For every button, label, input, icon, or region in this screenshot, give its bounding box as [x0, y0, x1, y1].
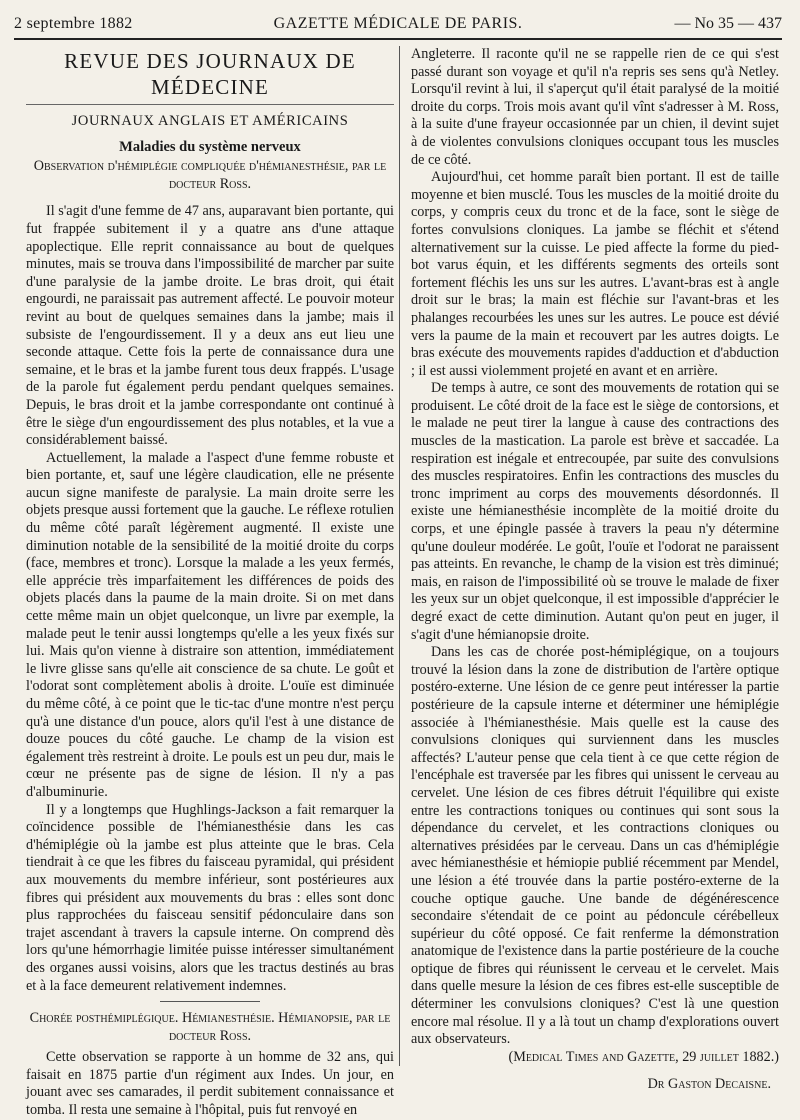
section-title: REVUE DES JOURNAUX DE MÉDECINE: [26, 48, 394, 105]
paragraph: De temps à autre, ce sont des mouvements de rotation qui se produisent. Le côté droit de la face est le siège de contorsions, et le malade ne peut tirer la langue à cause des contractions des muscles de la mastication. La parole est brève et saccadée. La respiration est inégale et entrecoupée, par suite des convulsions des muscles respiratoires. Enfin les contractions des muscles du tronc impriment au corps des mouvements désordonnés. Il existe une hémianesthésie incomplète de la moitié droite du corps, et une épingle passée à travers la peau n'y détermine qu'une douleur modérée. Le goût, l'ouïe et l'odorat ne paraissent pas atteints. En revanche, le champ de la vision est très diminué; mais, en raison de l'impossibilité où se trouve le malade de fixer les yeux sur un objet quelconque, il est impossible d'apprécier le degré exact de cette diminution. Autant qu'on peut en juger, il s'agit d'une hémianopsie droite.: [411, 380, 779, 643]
page-header: [14, 10, 782, 40]
observation-2-title: Chorée posthémiplégique. Hémianesthésie. Hémianopsie, par le docteur Ross.: [29, 1010, 391, 1044]
signature: Dr Gaston Decaisne.: [647, 1076, 771, 1093]
source-citation: (Medical Times and Gazette, 29 juillet 1882.): [508, 1048, 779, 1065]
paragraph: Dans les cas de chorée post-hémiplégique, on a toujours trouvé la lésion dans la zone de distribution de l'artère optique postéro-externe. Une lésion de ce genre peut intéresser la partie postérieure de la capsule interne et déterminer une hémiplégie associée à l'hémianesthésie. Mais quelle est la cause des convulsions cloniques qui surviennent dans les muscles affectés? L'auteur pense que cela tient à ce que cette région de l'encéphale est traversée par les fibres qui unissent le cerveau au cervelet. Une lésion de ces fibres détruit l'équilibre qui existe entre les contractions toniques ou continues qui sont sous la dépendance du cervelet, et les contractions cloniques ou alternatives présidées par le cerveau. Dans un cas d'hémiplégie avec hémianesthésie et hémiopie publié récemment par Mendel, une lésion a été trouvée dans la partie postéro-externe de la couche optique gauche. Une bande de dégénérescence secondaire s'étendait de ce point au pédoncule cérébelleux supérieur du côté opposé. Ce fait renferme la démonstration anatomique de l'existence dans la partie postérieure de la couche optique de fibres qui réunissent le cerveau et le cervelet. Mais dans quelle mesure la lésion de ces fibres est-elle susceptible de déterminer les convulsions cloniques? C'est là une question encore mal résolue. Il y a là tout un champ d'explorations ouvert aux observateurs.: [411, 644, 779, 1048]
header-date: 2 septembre 1882: [14, 15, 133, 32]
paragraph: Il y a longtemps que Hughlings-Jackson a fait remarquer la coïncidence possible de l'hémianesthésie dans les cas d'hémiplégie où la jambe est plus atteinte que le bras. Cela tiendrait à ce que les fibres du faisceau pyramidal, qui président aux mouvements du membre inférieur, sont postérieures aux fibres qui président aux mouvements du bras : elles sont donc plus rapprochées du faisceau sensitif pédonculaire dans son trajet ascendant à travers la capsule interne. On comprend dès lors qu'une hémorrhagie limitée puisse intéresser simultanément des organes aussi voisins, alors que les tractus destinés au bras et à la face demeurent relativement indemnes.: [26, 801, 394, 994]
subsection-title: JOURNAUX ANGLAIS ET AMÉRICAINS: [71, 113, 349, 129]
paragraph: Angleterre. Il raconte qu'il ne se rappelle rien de ce qui s'est passé durant son voyage et qu'il n'a repris ses sens qu'à Netley. Lorsqu'il revint à lui, il s'aperçut qu'il était paralysé de la moitié droite du corps. Trois mois avant qu'il vînt s'adresser à M. Ross, à la suite d'une frayeur occasionnée par un chien, il devint sujet à de violentes convulsions cloniques occupant tous les muscles de ce côté.: [411, 46, 779, 168]
left-column: [26, 46, 394, 1119]
paragraph: Cette observation se rapporte à un homme de 32 ans, qui faisait en 1875 partie d'un régiment aux Indes. Un jour, en jouant avec ses camarades, il perdit subitement connaissance et tomba. Il resta une semaine à l'hôpital, puis fut renvoyé en: [26, 1049, 394, 1119]
header-title: GAZETTE MÉDICALE DE PARIS.: [273, 15, 523, 32]
divider: [160, 1001, 260, 1002]
header-page-number: — No 35 — 437: [674, 15, 782, 32]
paragraph: Aujourd'hui, cet homme paraît bien portant. Il est de taille moyenne et bien musclé. Tous les muscles de la moitié droite du corps, y compris ceux du tronc et de la face, sont le siège de fortes convulsions cloniques. La jambe se fléchit et s'étend alternativement sur la cuisse. Le pied affecte la forme du pied-bot varus équin, et les différents segments des orteils sont fortement fléchis les uns sur les autres. L'avant-bras est à angle droit sur le bras; la main est fléchie sur l'avant-bras et les phalanges recourbées les unes sur les autres. Le pouce est dévié vers la paume de la main et recouvert par les autres doigts. Le bras exécute des mouvements rapides d'adduction et d'abduction ; il est aussi violemment projeté en avant et en arrière.: [411, 169, 779, 379]
right-column: [411, 46, 779, 1093]
chapter-title: Maladies du système nerveux: [119, 138, 301, 155]
column-divider: [399, 46, 400, 1066]
paragraph: Il s'agit d'une femme de 47 ans, auparavant bien portante, qui fut frappée subitement il y a quatre ans d'une attaque apoplectique. Elle reprit connaissance au bout de quelques minutes, mais se trouva dans l'impossibilité de marcher par suite d'une paralysie de la jambe droite. Le bras droit, qui était engourdi, ne paraissait pas autrement affecté. Le pouvoir moteur revint au bout de quelques semaines dans la jambe; mais il subsiste de l'engourdissement. Il y a deux ans eut lieu une seconde attaque. Cette fois la perte de connaissance dura une semaine, et le bras et la jambe furent tous deux frappés. L'usage de la parole fut également perdu pendant quelques semaines. Depuis, le bras droit et la jambe correspondante ont continué à être le siège d'un engourdissement des plus notables, et la vue a considérablement baissé.: [26, 203, 394, 449]
observation-1-title: Observation d'hémiplégie compliquée d'hémianesthésie, par le docteur Ross.: [33, 158, 387, 192]
paragraph: Actuellement, la malade a l'aspect d'une femme robuste et bien portante, et, sauf une légère claudication, elle ne présente aucun signe manifeste de paralysie. La main droite serre les objets presque aussi fortement que la gauche. Le réflexe rotulien du même côté paraît légèrement augmenté. Il existe une diminution notable de la sensibilité de la moitié droite du corps (face, membres et tronc). Lorsque la malade a les yeux fermés, elle apprécie très imparfaitement les différences de poids des objets placés dans la paume de la main droite. Si on met dans cette même main un objet quelconque, un livre par exemple, la malade peut le tenir aussi longtemps qu'elle a les yeux fixés sur lui. Mais qu'on vienne à distraire son attention, immédiatement le livre glisse sans qu'elle ait conscience de sa chute. Le goût et l'odorat sont complètement abolis à droite. L'ouïe est diminuée du même côté, à ce point que le tic-tac d'une montre n'est perçu qu'à une distance d'un pouce, alors qu'il l'est à une distance de douze pouces du côté gauche. Le champ de la vision est également très restreint à droite. Le pouls est un peu dur, mais le cœur ne présente pas de signe de lésion. Il n'y a pas d'albuminurie.: [26, 449, 394, 800]
